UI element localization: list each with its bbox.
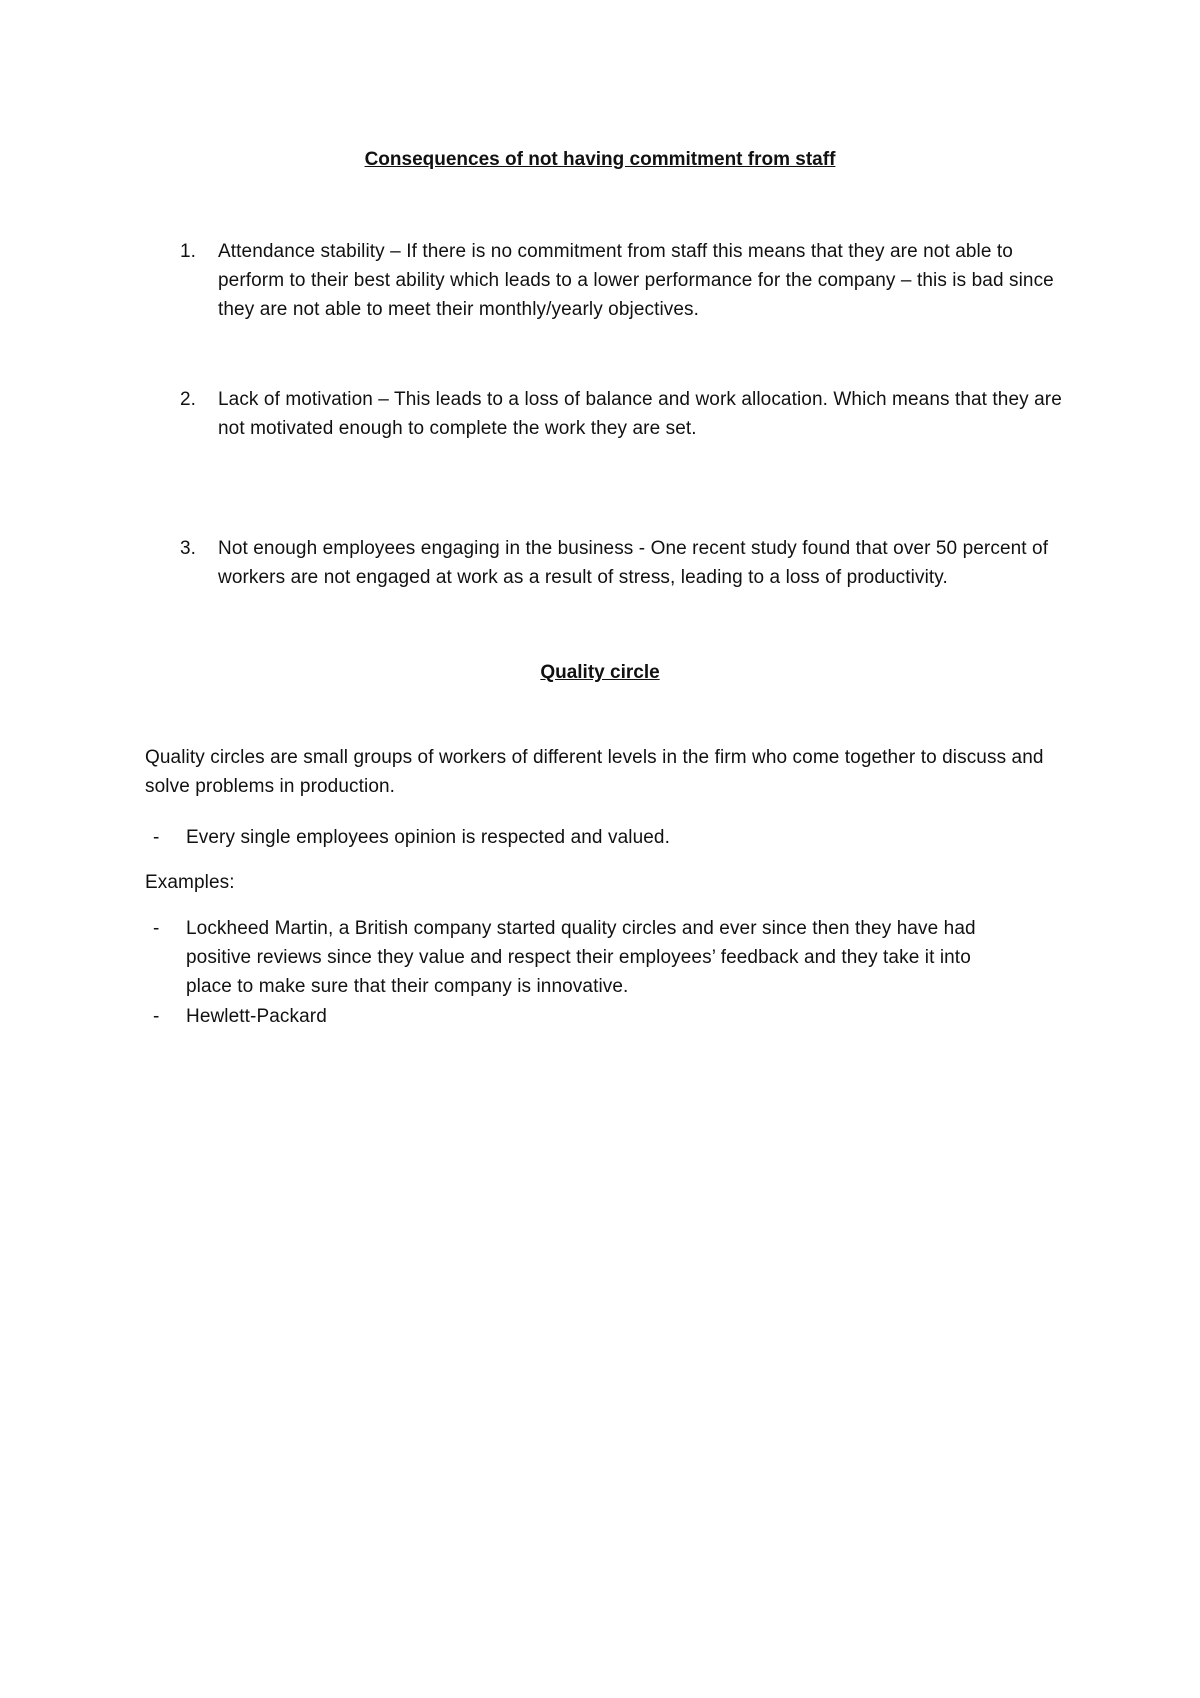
- dash-marker: -: [153, 827, 160, 848]
- quality-circle-intro: Quality circles are small groups of workers of different levels in the firm who come together to discuss and solve problems in production.: [145, 747, 1044, 797]
- heading-quality-circle: Quality circle: [540, 662, 660, 683]
- bullet-text: Every single employees opinion is respected and valued.: [186, 827, 670, 848]
- example-text: Lockheed Martin, a British company started quality circles and ever since then they have had positive reviews since they value and respect their employees’ feedback and they take it into place to make sure that their company is innovative.: [186, 918, 976, 997]
- item-text: Attendance stability – If there is no commitment from staff this means that they are not able to perform to their best ability which leads to a lower performance for the company – this is bad since they are not able to meet their monthly/yearly objectives.: [218, 241, 1054, 320]
- item-text: Not enough employees engaging in the business - One recent study found that over 50 percent of workers are not engaged at work as a result of stress, leading to a loss of productivity.: [218, 538, 1049, 588]
- dash-marker: -: [153, 1006, 160, 1027]
- dash-marker: -: [153, 918, 160, 939]
- example-text: Hewlett-Packard: [186, 1006, 327, 1027]
- item-number: 3.: [180, 538, 197, 559]
- item-number: 2.: [180, 389, 197, 410]
- heading-consequences: Consequences of not having commitment from staff: [364, 149, 836, 170]
- item-number: 1.: [180, 241, 197, 262]
- item-text: Lack of motivation – This leads to a loss of balance and work allocation. Which means that they are not motivated enough to complete the work they are set.: [218, 389, 1062, 439]
- examples-label: Examples:: [145, 872, 235, 893]
